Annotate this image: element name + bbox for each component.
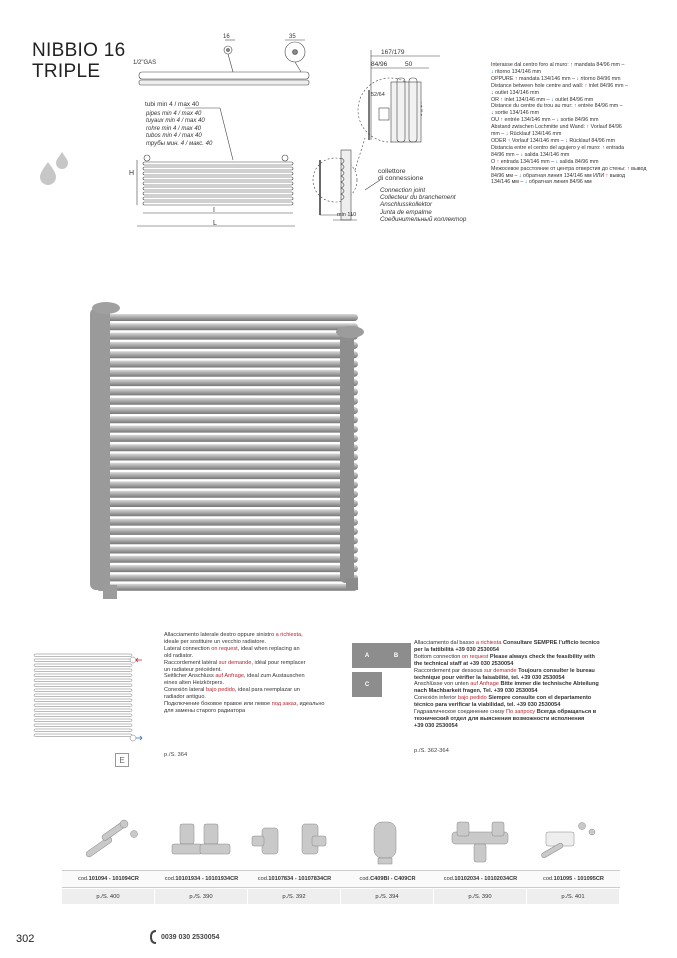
radiator-tube: [96, 370, 358, 377]
spec-line: 134/146 мм – ↓ обратная линия 84/96 мм: [491, 179, 592, 186]
option-c-tile: C: [352, 672, 382, 697]
spec-line: OR ↑ inlet 134/146 mm – ↓ outlet 84/96 mm: [491, 96, 594, 103]
bottom-line: Raccordement par dessous sur demande Toujours consulter le bureau: [414, 667, 595, 674]
radiator-tube: [96, 556, 358, 563]
collector-it-2: di connessione: [378, 175, 424, 183]
lateral-line: Lateral connection on request, ideal when replacing an: [164, 645, 300, 652]
radiator-tube: [96, 463, 358, 470]
radiator-tube: [96, 509, 358, 516]
collector-en: Connection joint: [380, 187, 426, 194]
lateral-page-ref: p./S. 364: [164, 752, 188, 758]
lateral-line: Allacciamento laterale destro oppure sinistro a richiesta,: [164, 632, 303, 638]
dim-167-179: 167/179: [381, 49, 405, 56]
lateral-line: Raccordement latéral sur demande, idéal pour remplacer: [164, 659, 306, 666]
collector-es: Junta de empalme: [380, 208, 432, 216]
pipes-label: tubi min 4 / max 40: [145, 101, 199, 108]
spec-line: OPPURE ↑ mandata 134/146 mm – ↓ ritorno 84/96 mm: [491, 75, 621, 82]
lateral-line: Conexión lateral bajo pedido, ideal para reemplazar un: [164, 687, 300, 694]
spec-line: Distancia entre el centro del agujero y el muro: ↑ entrada: [491, 144, 625, 151]
lateral-line: un radiateur précédent.: [164, 666, 222, 673]
radiator-tube: [96, 481, 358, 488]
phone-number: 0039 030 2530054: [161, 933, 220, 941]
corner-valve-icon: [252, 824, 326, 854]
lateral-line: radiador antiguo.: [164, 694, 206, 701]
collector-fr: Collecteur du branchement: [380, 194, 456, 202]
page-title: [32, 40, 126, 82]
accessories-strip: [62, 814, 620, 870]
bottom-line: технический отдел для выяснения возможности исполнения: [414, 715, 585, 722]
collector-label: [378, 168, 423, 183]
bottom-line: técnico para verificar la viabilidad, tel. +39 030 2530054: [414, 702, 561, 709]
radiator-product-image: [88, 300, 378, 605]
radiator-tube: [96, 342, 358, 349]
accessory-pages-row: [62, 889, 620, 904]
radiator-tube: [96, 547, 358, 554]
bottom-line: Allacciamento dal basso a richiesta Consultare SEMPRE l'ufficio tecnico: [414, 640, 600, 646]
radiator-tube: [96, 491, 358, 498]
collector-de: Anschlusskollektor: [380, 201, 433, 209]
accessory-code: cod. C409BI - C409CR: [359, 876, 416, 882]
spec-line: OU ↑ entrée 134/146 mm – ↓ sortie 84/96 mm: [491, 117, 599, 124]
radiator-tube: [96, 398, 358, 405]
bottom-line: Гидравлическое соединение снизу По запросу Всегда обращаться в: [414, 709, 597, 716]
dim-35: 35: [289, 34, 296, 40]
radiator-tube: [96, 519, 358, 526]
option-e-badge: E: [115, 753, 129, 767]
valve-kit-icon: [85, 820, 138, 858]
dim-i: I: [213, 207, 215, 214]
dim-84-96: 84/96: [371, 61, 388, 68]
spec-line: ODER ↑ Vorlauf 134/146 mm – ↓ Rücklauf 84/96 mm: [491, 137, 615, 144]
dim-52-64: 52/64: [371, 92, 385, 98]
bottom-line: technique pour vérifier la faisabilité, tel. +39 030 2530054: [414, 674, 565, 681]
bottom-line: Bottom connection on request Please always check the feasibility with: [414, 653, 595, 660]
radiator-tube: [96, 333, 358, 340]
spec-line: 84/96 мм – ↓ обратная линия 134/146 мм ИЛИ ↑ вывод: [491, 172, 626, 179]
pipes-de: rohre min 4 / max 40: [146, 125, 202, 132]
dim-16: 16: [223, 34, 230, 40]
lateral-line: old radiator.: [164, 652, 194, 659]
spec-line: Межосевое расстояние от центра отверстия до стены: ↑ вывод: [491, 165, 647, 172]
accessory-page: p./S. 392: [248, 889, 340, 904]
title-line2: TRIPLE: [32, 61, 101, 82]
distance-specifications: [491, 62, 659, 186]
radiator-tube: [96, 407, 358, 414]
option-a-tile: A: [352, 643, 382, 668]
accessory-page: p./S. 390: [155, 889, 247, 904]
spec-line: Distance du centre du trou au mur: ↑ entrée 84/96 mm –: [491, 103, 623, 110]
lateral-line: ideale per sostituire un vecchio radiatore.: [164, 638, 266, 645]
radiator-tube: [96, 416, 358, 423]
bottom-line: +39 030 2530054: [414, 722, 458, 729]
bottom-line: nach Machbarkeit fragen, Tel. +39 030 2530054: [414, 688, 538, 695]
angle-valve-icon: [172, 824, 230, 854]
radiator-tube: [96, 388, 358, 395]
radiator-tube: [96, 574, 358, 581]
bracket-kit-icon: [541, 823, 595, 859]
bottom-line: per la fattibilità +39 030 2530054: [414, 646, 500, 653]
radiator-tube: [96, 565, 358, 572]
radiator-tube: [96, 435, 358, 442]
radiator-tube: [96, 537, 358, 544]
water-drops-icon: [38, 150, 70, 191]
radiator-tube: [96, 472, 358, 479]
pipes-translations: [146, 111, 212, 148]
page-number: 302: [16, 933, 35, 945]
lateral-line: Подключение боковое правое или левое под заказ, идеально: [164, 701, 325, 708]
lateral-connection-text: [164, 632, 339, 715]
radiator-tube: [96, 379, 358, 386]
bottom-connection-text: [414, 640, 629, 730]
accessory-code: cod. 101095 - 101095CR: [543, 876, 604, 882]
accessory-page: p./S. 401: [527, 889, 619, 904]
collector-ru: Соединительный коллектор: [380, 215, 467, 223]
radiator-tube: [96, 351, 358, 358]
dim-50: 50: [405, 61, 413, 68]
thermostatic-head-icon: [374, 822, 396, 864]
radiator-tube: [96, 444, 358, 451]
spec-line: 84/96 mm – ↓ salida 134/146 mm: [491, 151, 570, 158]
radiator-tube: [96, 323, 358, 330]
accessory-codes-row: [62, 870, 620, 888]
accessory-code: cod. 101094 - 101094CR: [78, 876, 139, 882]
collector-translations: [380, 187, 466, 223]
phone-icon: [150, 930, 158, 944]
bottom-line: Conexión inferior bajo pedido Siempre consulte con el departamento: [414, 695, 592, 702]
radiator-tube: [96, 584, 358, 591]
option-b-tile: B: [381, 643, 411, 668]
phone-footer: [150, 930, 219, 944]
radiator-tube: [96, 528, 358, 535]
accessory-page: p./S. 394: [341, 889, 433, 904]
title-line1: NIBBIO 16: [32, 40, 126, 61]
accessory-code: cod. 10107834 - 10107834CR: [257, 876, 332, 882]
mixer-valve-icon: [452, 822, 508, 862]
dim-min-110: min 110: [337, 212, 357, 218]
gas-label: 1/2"GAS: [133, 60, 157, 66]
accessory-code: cod. 10102034 - 10102034CR: [443, 876, 518, 882]
spec-line: Abstand zwischen Lochmitte und Wand: ↑ Vorlauf 84/96: [491, 124, 622, 131]
accessory-page: p./S. 400: [62, 889, 154, 904]
dim-h: H: [129, 170, 135, 177]
collector-it: collettore: [378, 168, 406, 175]
lateral-line: eines alten Heizkörpers.: [164, 680, 225, 687]
spec-line: ↓ outlet 134/146 mm: [491, 89, 540, 96]
pipes-en: pipes min 4 / max 40: [146, 111, 202, 117]
spec-line: ↓ ritorno 134/146 mm: [491, 68, 542, 75]
accessory-code: cod. 10101934 - 10101934CR: [164, 876, 239, 882]
radiator-tube: [96, 361, 358, 368]
spec-line: O ↑ entrada 134/146 mm – ↓ salida 84/96 mm: [491, 158, 599, 165]
bottom-page-ref: p./S. 362-364: [414, 748, 449, 754]
spec-line: Interasse dal centro foro al muro: ↑ mandata 84/96 mm –: [491, 62, 625, 68]
lateral-connection-diagram: [30, 650, 142, 745]
spec-line: ↓ sortie 134/146 mm: [491, 110, 539, 117]
pipes-es: tubos min 4 / max 40: [146, 133, 202, 140]
radiator-tube: [96, 314, 358, 321]
dim-l: L: [213, 220, 217, 227]
spec-line: Distance between hole centre and wall: ↑ inlet 84/96 mm –: [491, 82, 628, 89]
bottom-line: Anschlüsse von unten auf Anfrage Bitte immer die technische Abteilung: [414, 681, 599, 688]
lateral-line: Seitlicher Anschluss auf Anfrage, ideal zum Austauschen: [164, 673, 305, 680]
pipes-ru: трубы мин. 4 / макс. 40: [146, 140, 213, 147]
lateral-line: для замены старого радиатора: [164, 707, 246, 714]
radiator-tube: [96, 454, 358, 461]
spec-line: mm – ↓ Rücklauf 134/146 mm: [491, 131, 562, 138]
radiator-tube: [96, 426, 358, 433]
bottom-line: the technical staff at +39 030 2530054: [414, 660, 514, 667]
accessory-page: p./S. 390: [434, 889, 526, 904]
radiator-tube: [96, 500, 358, 507]
pipes-fr: tuyaux min 4 / max 40: [146, 118, 205, 125]
